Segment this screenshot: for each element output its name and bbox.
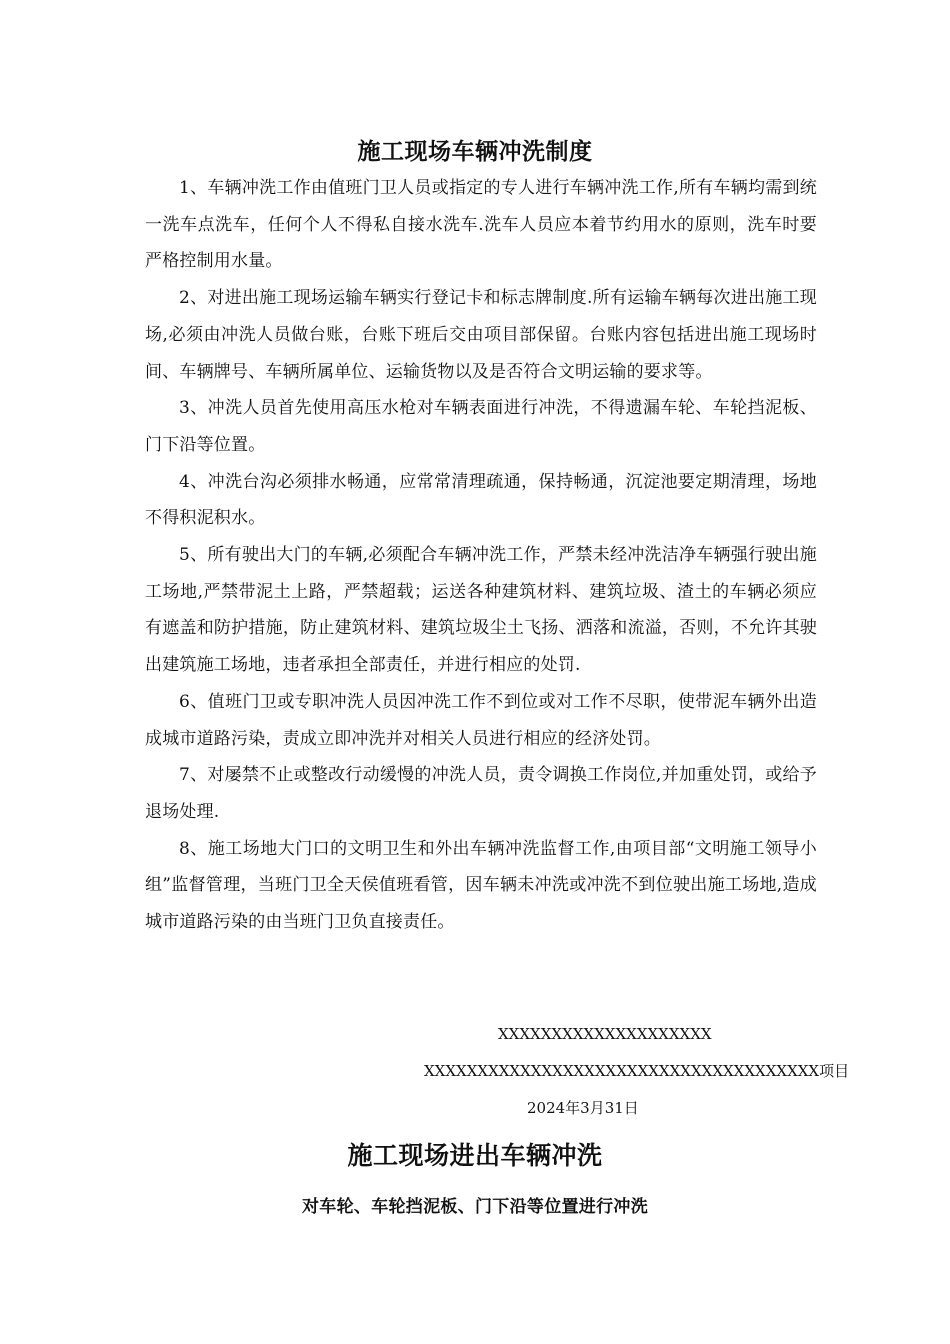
section-title: 施工现场进出车辆冲洗 [347,1141,603,1170]
signature-project: XXXXXXXXXXXXXXXXXXXXXXXXXXXXXXXXXXXXX项目 [424,1062,850,1080]
signature-date: 2024年3月31日 [527,1099,639,1117]
regulation-paragraph-1: 1、车辆冲洗工作由值班门卫人员或指定的专人进行车辆冲洗工作,所有车辆均需到统一洗车点洗车，任何个人不得私自接水洗车.洗车人员应本着节约用水的原则，洗车时要严格控制用水量。 [145,178,817,272]
regulation-body [145,170,817,941]
regulation-paragraph-8: 8、施工场地大门口的文明卫生和外出车辆冲洗监督工作,由项目部“文明施工领导小组”监督管理，当班门卫全天侯值班看管，因车辆未冲洗或冲洗不到位驶出施工场地,造成城市道路污染的由当班门卫负直接责任。 [145,838,817,933]
document-title: 施工现场车辆冲洗制度 [357,138,593,165]
regulation-paragraph-4: 4、冲洗台沟必须排水畅通，应常常清理疏通，保持畅通，沉淀池要定期清理，场地不得积泥积水。 [145,471,817,529]
regulation-paragraph-5: 5、所有驶出大门的车辆,必须配合车辆冲洗工作，严禁未经冲洗洁净车辆强行驶出施工场地,严禁带泥土上路，严禁超载；运送各种建筑材料、建筑垃圾、渣土的车辆必须应有遮盖和防护措施，防止建筑材料、建筑垃圾尘土飞扬、洒落和流溢，否则，不允许其驶出建筑施工场地，违者承担全部责任，并进行相应的处罚. [145,545,817,676]
section-caption: 对车轮、车轮挡泥板、门下沿等位置进行冲洗 [302,1197,648,1217]
regulation-paragraph-6: 6、值班门卫或专职冲洗人员因冲洗工作不到位或对工作不尽职，使带泥车辆外出造成城市道路污染，责成立即冲洗并对相关人员进行相应的经济处罚。 [145,691,817,749]
regulation-paragraph-3: 3、冲洗人员首先使用高压水枪对车辆表面进行冲洗，不得遗漏车轮、车轮挡泥板、门下沿等位置。 [145,398,817,455]
regulation-paragraph-2: 2、对进出施工现场运输车辆实行登记卡和标志牌制度.所有运输车辆每次进出施工现场,必须由冲洗人员做台账，台账下班后交由项目部保留。台账内容包括进出施工现场时间、车辆牌号、车辆所属单位、运输货物以及是否符合文明运输的要求等。 [145,288,817,382]
regulation-paragraph-7: 7、对屡禁不止或整改行动缓慢的冲洗人员，责令调换工作岗位,并加重处罚，或给予退场处理. [145,765,817,822]
signature-company: XXXXXXXXXXXXXXXXXXXX [498,1025,712,1043]
